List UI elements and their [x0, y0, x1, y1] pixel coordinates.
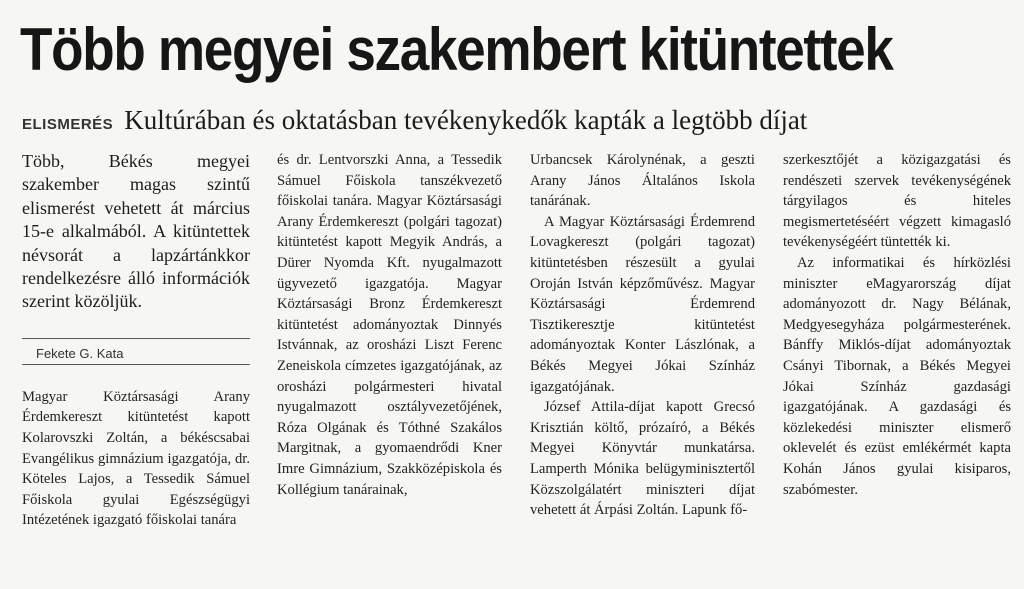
- subheadline: [22, 100, 1012, 145]
- column-2: [277, 150, 502, 500]
- headline: Több megyei szakembert kitüntettek: [20, 16, 893, 83]
- body-paragraph: Magyar Köztársasági Arany Érdemkereszt kitüntetést kapott Kolarovszki Zoltán, a békéscsabai Evangélikus gimnázium igazgatója, dr. Köteles Lajos, a Tessedik Sámuel Főiskola gyulai Egészségügyi Intézetének igazgató főiskolai tanára: [22, 388, 250, 529]
- kicker-label: ELISMERÉS: [22, 116, 114, 133]
- column-1: [22, 150, 250, 531]
- column-4: [783, 150, 1011, 500]
- column-3: [530, 150, 755, 521]
- lead-paragraph: Több, Békés megyei szakember magas szintű elismerést vehetett át március 15-e alkalmából. A kitüntettek névsorát a lapzártánkkor rendelkezésre álló információk szerint közöljük.: [22, 151, 250, 312]
- body-paragraph: József Attila-díjat kapott Grecsó Krisztián költő, prózaíró, a Békés Megyei Könyvtár munkatársa. Lamperth Mónika belügyminisztertől Közszolgálatért miniszteri díjat vehetett át Árpási Zoltán. Lapunk fő-: [530, 399, 755, 519]
- body-paragraph: szerkesztőjét a közigazgatási és rendészeti szervek tevékenységének tárgyilagos és hiteles megismertetéséért végzett kimagasló tevékenységéért tüntették ki.: [783, 152, 1011, 251]
- deck-text: Kultúrában és oktatásban tevékenykedők kapták a legtöbb díjat: [124, 105, 808, 135]
- body-paragraph: A Magyar Köztársasági Érdemrend Lovagkereszt (polgári tagozat) kitüntetésben részesült a gyulai Oroján István képzőművész. Magyar Köztársasági Érdemrend Tisztikeresztje kitüntetést adományoztak Konter Lászlónak, a Békés Megyei Jókai Színház igazgatójának.: [530, 213, 755, 395]
- body-paragraph: Urbancsek Károlynénak, a geszti Arany János Általános Iskola tanárának.: [530, 152, 755, 210]
- body-paragraph: és dr. Lentvorszki Anna, a Tessedik Sámuel Főiskola tanszékvezető főiskolai tanára. Magyar Köztársasági Arany Érdemkereszt (polgári tagozat) kitüntetést kapott Megyik András, a Dürer Nyomda Kft. nyugalmazott ügyvezető igazgatója. Magyar Köztársasági Bronz Érdemkereszt kitüntetést adományoztak Dinnyés Istvánnak, az orosházi Liszt Ferenc Zeneiskola címzetes igazgatójának, az orosházi polgármesteri hivatal nyugalmazott osztályvezetőjének, Róza Olgának és Tóthné Szakálos Margitnak, a gyomaendrődi Kner Imre Gimnázium, Szakközépiskola és Kollégium tanárainak,: [277, 152, 502, 498]
- body-paragraph: Az informatikai és hírközlési miniszter eMagyarország díjat adományozott dr. Nagy Bélának, Medgyesegyháza polgármesterének. Bánffy Miklós-díjat adományoztak Csányi Tibornak, a Békés Megyei Jókai Színház gazdasági igazgatójának. A gazdasági és közlekedési miniszter elismerő oklevelét és ezüst emlékérmét kapta Kohán János gyulai kisiparos, szabómester.: [783, 254, 1011, 498]
- byline: Fekete G. Kata: [36, 345, 124, 361]
